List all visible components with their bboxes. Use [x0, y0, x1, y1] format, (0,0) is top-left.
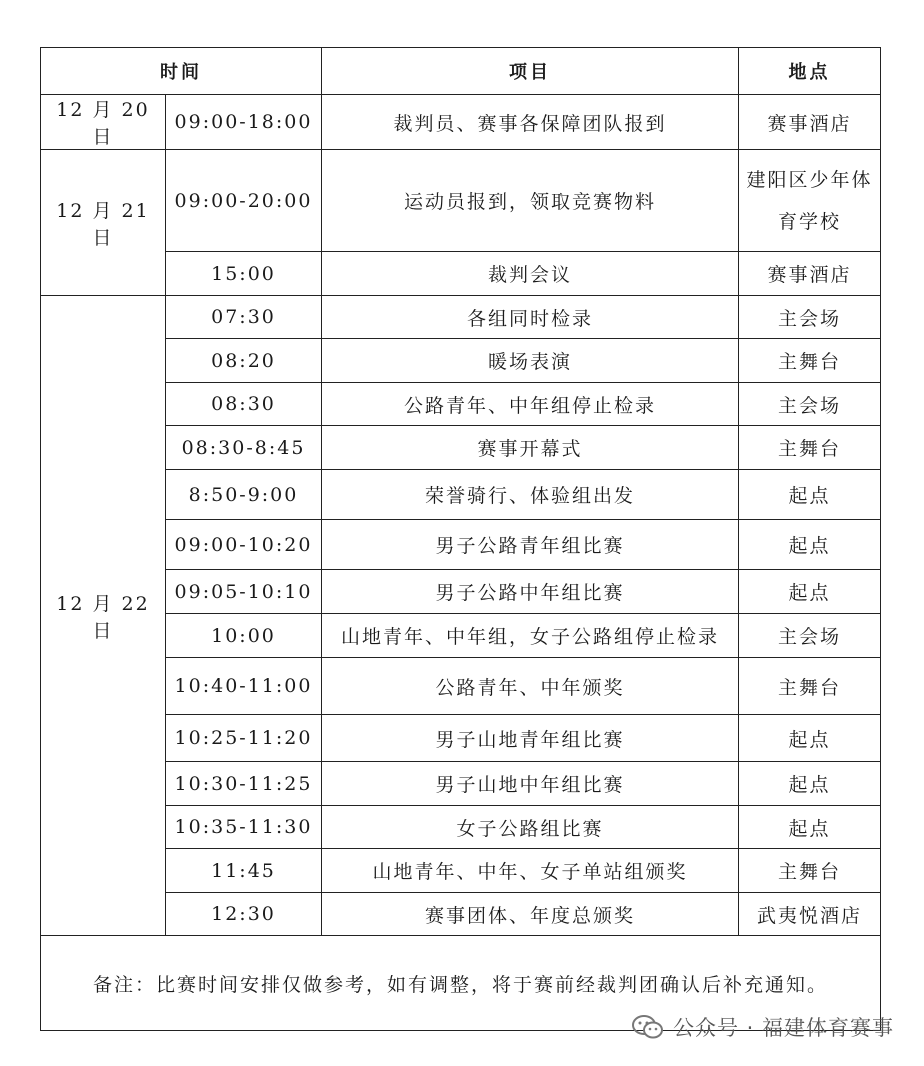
header-place: 地点 [739, 48, 881, 95]
time-cell: 10:25-11:20 [166, 715, 322, 762]
item-cell: 运动员报到，领取竞赛物料 [322, 150, 739, 252]
place-cell: 主舞台 [739, 658, 881, 715]
table-row [41, 383, 881, 426]
table-row [41, 426, 881, 470]
time-cell: 15:00 [166, 252, 322, 296]
table-row [41, 296, 881, 339]
time-cell: 10:00 [166, 614, 322, 658]
time-cell: 8:50-9:00 [166, 470, 322, 520]
time-cell: 11:45 [166, 849, 322, 893]
table-row [41, 570, 881, 614]
date-cell: 12 月 20 日 [41, 95, 166, 150]
item-cell: 各组同时检录 [322, 296, 739, 339]
place-cell: 武夷悦酒店 [739, 893, 881, 936]
place-cell: 起点 [739, 715, 881, 762]
item-cell: 赛事团体、年度总颁奖 [322, 893, 739, 936]
place-cell: 赛事酒店 [739, 95, 881, 150]
place-cell: 主舞台 [739, 426, 881, 470]
table-row [41, 893, 881, 936]
date-cell: 12 月 21 日 [41, 150, 166, 296]
time-cell: 09:00-20:00 [166, 150, 322, 252]
time-cell: 08:30 [166, 383, 322, 426]
table-row [41, 520, 881, 570]
table-row [41, 95, 881, 150]
table-row [41, 658, 881, 715]
header-item: 项目 [322, 48, 739, 95]
header-time: 时间 [41, 48, 322, 95]
item-cell: 赛事开幕式 [322, 426, 739, 470]
table-row [41, 252, 881, 296]
time-cell: 08:30-8:45 [166, 426, 322, 470]
item-cell: 荣誉骑行、体验组出发 [322, 470, 739, 520]
table-row [41, 849, 881, 893]
place-cell: 主舞台 [739, 849, 881, 893]
place-cell: 起点 [739, 570, 881, 614]
place-cell: 建阳区少年体育学校 [739, 150, 881, 252]
watermark-text: 公众号 · 福建体育赛事 [672, 1016, 894, 1040]
time-cell: 09:05-10:10 [166, 570, 322, 614]
header-row [41, 48, 881, 95]
table-row [41, 339, 881, 383]
place-cell: 主会场 [739, 614, 881, 658]
place-cell: 起点 [739, 470, 881, 520]
wechat-icon [631, 1014, 665, 1040]
watermark [631, 1012, 894, 1042]
item-cell: 公路青年、中年组停止检录 [322, 383, 739, 426]
table-row [41, 806, 881, 849]
place-cell: 主舞台 [739, 339, 881, 383]
item-cell: 裁判员、赛事各保障团队报到 [322, 95, 739, 150]
table-row [41, 715, 881, 762]
time-cell: 12:30 [166, 893, 322, 936]
item-cell: 男子公路中年组比赛 [322, 570, 739, 614]
table-row [41, 762, 881, 806]
note-text: 备注：比赛时间安排仅做参考，如有调整，将于赛前经裁判团确认后补充通知。 [41, 936, 881, 1031]
place-cell: 赛事酒店 [739, 252, 881, 296]
place-cell: 起点 [739, 806, 881, 849]
item-cell: 男子山地青年组比赛 [322, 715, 739, 762]
date-cell: 12 月 22 日 [41, 296, 166, 936]
schedule-table [40, 47, 881, 1031]
item-cell: 山地青年、中年组，女子公路组停止检录 [322, 614, 739, 658]
place-cell: 起点 [739, 520, 881, 570]
time-cell: 09:00-10:20 [166, 520, 322, 570]
place-cell: 主会场 [739, 383, 881, 426]
item-cell: 男子公路青年组比赛 [322, 520, 739, 570]
item-cell: 男子山地中年组比赛 [322, 762, 739, 806]
time-cell: 08:20 [166, 339, 322, 383]
place-cell: 起点 [739, 762, 881, 806]
place-cell: 主会场 [739, 296, 881, 339]
time-cell: 10:35-11:30 [166, 806, 322, 849]
table-row [41, 470, 881, 520]
table-row [41, 150, 881, 252]
item-cell: 裁判会议 [322, 252, 739, 296]
time-cell: 10:40-11:00 [166, 658, 322, 715]
item-cell: 女子公路组比赛 [322, 806, 739, 849]
time-cell: 09:00-18:00 [166, 95, 322, 150]
item-cell: 公路青年、中年颁奖 [322, 658, 739, 715]
table-row [41, 614, 881, 658]
time-cell: 07:30 [166, 296, 322, 339]
item-cell: 暖场表演 [322, 339, 739, 383]
time-cell: 10:30-11:25 [166, 762, 322, 806]
item-cell: 山地青年、中年、女子单站组颁奖 [322, 849, 739, 893]
